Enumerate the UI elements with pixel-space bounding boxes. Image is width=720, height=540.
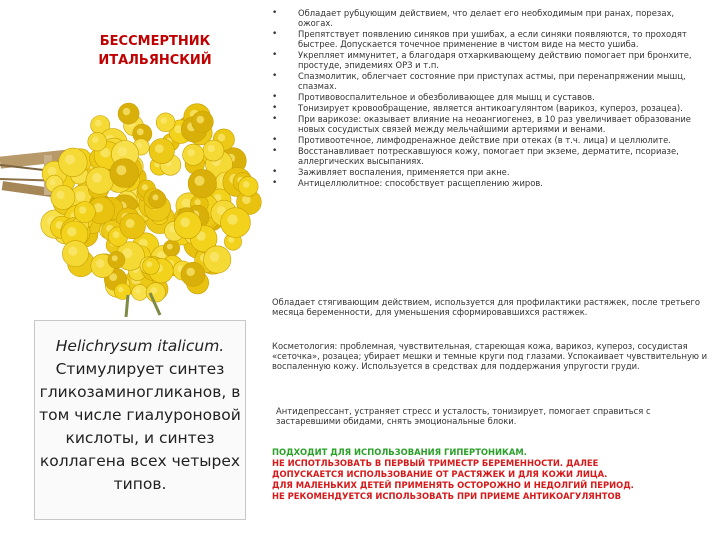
- flower-highlight: [123, 108, 130, 115]
- flower-highlight: [95, 120, 102, 127]
- flower-highlight: [137, 128, 144, 135]
- flower-highlight: [195, 176, 205, 186]
- bullet-text: Восстанавливает потрескавшуюся кожу, помогает при экземе, дерматите, псориазе, аллергических высыпаниях.: [298, 146, 679, 166]
- bullet-icon: •: [272, 71, 278, 81]
- list-item: [268, 71, 708, 91]
- flower-highlight: [92, 173, 102, 183]
- flower-highlight: [155, 144, 164, 153]
- flower-highlight: [208, 145, 215, 152]
- bullet-icon: •: [272, 135, 278, 145]
- flower-heads: [41, 103, 261, 302]
- hypertension-note: ПОДХОДИТ ДЛЯ ИСПОЛЬЗОВАНИЯ ГИПЕРТОНИКАМ.: [272, 447, 527, 457]
- list-item: [268, 8, 708, 28]
- bullet-text: Обладает рубцующим действием, что делает его необходимым при ранах, порезах, ожогах.: [298, 8, 675, 28]
- flower-highlight: [197, 116, 205, 124]
- flower-highlight: [188, 149, 195, 156]
- flower-highlight: [161, 117, 168, 124]
- flower-highlight: [92, 137, 99, 144]
- list-item: [268, 103, 708, 113]
- flower-highlight: [96, 259, 104, 267]
- flower-highlight: [195, 199, 201, 205]
- flower-highlight: [228, 237, 234, 243]
- pregnancy-warning-continued: ДОПУСКАЕТСЯ ИСПОЛЬЗОВАНИЕ ОТ РАСТЯЖЕК И ДЛЯ КОЖИ ЛИЦА.: [272, 469, 608, 479]
- flower-highlight: [48, 167, 57, 176]
- bullet-text: Заживляет воспаления, применяется при акне.: [298, 167, 510, 177]
- cosmetology-paragraph: Косметология: проблемная, чувствительная, стареющая кожа, варикоз, купероз, сосудистая «сеточка», розацеа; убирает мешки и темные круги под глазами. Успокаивает чувствительную и воспаленную кожу. Используется в средствах для поддержания упругости груди.: [272, 341, 708, 371]
- flower-highlight: [76, 191, 86, 201]
- anticoagulant-warning: НЕ РЕКОМЕНДУЕТСЯ ИСПОЛЬЗОВАТЬ ПРИ ПРИЕМЕ АНТИКОАГУЛЯНТОВ: [272, 491, 621, 501]
- flower-highlight: [118, 147, 128, 157]
- flower-highlight: [210, 252, 220, 262]
- dried-flower-bouquet-icon: [0, 95, 262, 320]
- latin-name-caption: [34, 320, 246, 520]
- flower-highlight: [227, 214, 237, 224]
- flower-highlight: [218, 134, 225, 141]
- bullet-icon: •: [272, 92, 278, 102]
- bullet-text: Антицеллюлитное: способствует расщеплению жиров.: [298, 178, 543, 188]
- title-line-1: БЕССМЕРТНИК: [99, 34, 211, 49]
- flower-highlight: [50, 179, 56, 185]
- list-item: [268, 114, 708, 134]
- flower-highlight: [65, 155, 75, 165]
- bullet-icon: •: [272, 50, 278, 60]
- list-item: [268, 146, 708, 166]
- list-item: [268, 167, 708, 177]
- list-item: [268, 50, 708, 70]
- bullet-text: Противоотечное, лимфодренажное действие при отеках (в т.ч. лица) и целлюлите.: [298, 135, 671, 145]
- flower-highlight: [135, 288, 141, 294]
- properties-bullet-list: [268, 8, 708, 189]
- flower-highlight: [146, 261, 152, 267]
- list-item: [268, 135, 708, 145]
- title-line-2: ИТАЛЬЯНСКИЙ: [98, 53, 212, 68]
- usage-warnings: [272, 447, 712, 502]
- bullet-text: Препятствует появлению синяков при ушибах, а если синяки появляются, то проходят быстрее. Допускается точечное применение в чистом виде на место ушиба.: [298, 29, 687, 49]
- bullet-text: Укрепляет иммунитет, а благодаря отхаркивающему действию помогает при бронхите, простуде, эпидемиях ОРЗ и т.п.: [298, 50, 692, 70]
- bullet-icon: •: [272, 114, 278, 124]
- flower-highlight: [113, 231, 120, 238]
- list-item: [268, 178, 708, 188]
- bullet-icon: •: [272, 29, 278, 39]
- pregnancy-warning: НЕ ИСПОТЛЬЗОВАТЬ В ПЕРВЫЙ ТРИМЕСТР БЕРЕМЕННОСТИ. ДАЛЕЕ: [272, 458, 599, 468]
- children-warning: ДЛЯ МАЛЕНЬКИХ ДЕТЕЙ ПРИМЕНЯТЬ ОСТОРОЖНО И НЕДОЛГИЙ ПЕРИОД.: [272, 480, 634, 490]
- flower-highlight: [243, 181, 250, 188]
- flower-highlight: [118, 287, 124, 293]
- bullet-icon: •: [272, 146, 278, 156]
- antidepressant-paragraph: Антидепрессант, устраняет стресс и усталость, тонизирует, помогает справиться с застаревшими обидами, снять эмоциональные блоки.: [276, 406, 651, 426]
- flower-highlight: [79, 206, 86, 213]
- caption-description: Стимулирует синтез гликозаминогликанов, в том числе гиалуроновой кислоты, и синтез коллагена всех четырех типов.: [39, 360, 241, 493]
- flower-highlight: [142, 184, 148, 190]
- flower-highlight: [242, 195, 251, 204]
- flower-highlight: [68, 247, 77, 256]
- flower-highlight: [67, 227, 76, 236]
- list-item: [268, 29, 708, 49]
- bullet-text: Спазмолитик, облегчает состояние при приступах астмы, при перенапряжении мышц, спазмах.: [298, 71, 686, 91]
- latin-name: Helichrysum italicum.: [55, 337, 225, 355]
- flower-highlight: [137, 142, 143, 148]
- bullet-icon: •: [272, 167, 278, 177]
- flower-highlight: [112, 255, 118, 261]
- flower-highlight: [186, 268, 194, 276]
- flower-highlight: [56, 191, 64, 199]
- bullet-text: Противовоспалительное и обезболивающее для мышц и суставов.: [298, 92, 595, 102]
- flower-highlight: [182, 199, 191, 208]
- flower-highlight: [152, 194, 158, 200]
- bullet-icon: •: [272, 178, 278, 188]
- page-title: [60, 32, 250, 70]
- flower-highlight: [116, 165, 126, 175]
- flower-highlight: [167, 244, 173, 250]
- bullet-icon: •: [272, 8, 278, 18]
- bullet-text: При варикозе: оказывает влияние на неоангиогенез, в 10 раз увеличивает образование новых сосудистых связей между мельчайшими артериями и венами.: [298, 114, 691, 134]
- bullet-text: Тонизирует кровообращение, является антикоагулянтом (варикоз, купероз, розацеа).: [298, 103, 683, 113]
- list-item: [268, 92, 708, 102]
- bullet-icon: •: [272, 103, 278, 113]
- stretch-marks-paragraph: Обладает стягивающим действием, используется для профилактики растяжек, после третьего месяца беременности, для уменьшения сформировавшихся растяжек.: [272, 297, 701, 317]
- flower-highlight: [126, 219, 135, 228]
- flower-highlight: [180, 218, 190, 228]
